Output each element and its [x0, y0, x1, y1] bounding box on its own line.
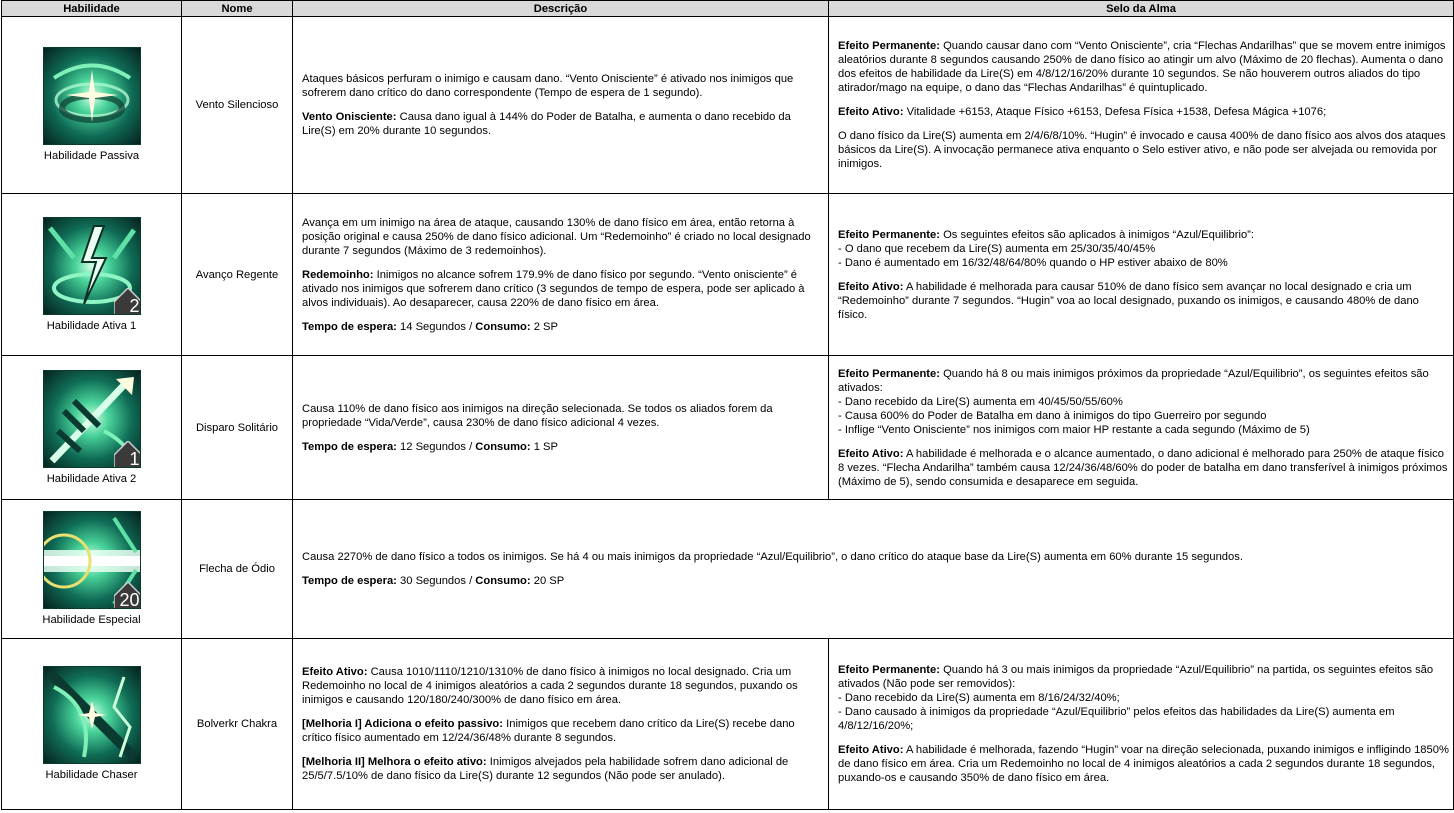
light-beam-icon — [43, 511, 141, 609]
paragraph-text: 30 Segundos / — [396, 575, 476, 587]
skill-row — [2, 17, 1454, 194]
text-paragraph — [838, 663, 1450, 733]
text-paragraph — [838, 105, 1450, 119]
text-paragraph — [302, 665, 825, 707]
text-paragraph — [302, 717, 825, 745]
text-paragraph — [302, 574, 1450, 588]
text-paragraph — [302, 550, 1450, 564]
skill-type-label: Habilidade Passiva — [43, 150, 140, 162]
skill-cell — [2, 639, 182, 810]
skill-name: Vento Silencioso — [182, 17, 293, 194]
paragraph-label: Efeito Permanente: — [838, 664, 940, 676]
paragraph-label: Consumo: — [475, 320, 531, 333]
header-soul-seal: Selo da Alma — [829, 1, 1454, 17]
skill-cell — [2, 194, 182, 356]
header-row — [2, 1, 1454, 17]
paragraph-label: Efeito Ativo: — [838, 106, 904, 118]
skill-description — [293, 194, 829, 356]
paragraph-label: Efeito Ativo: — [838, 744, 904, 756]
paragraph-text: 1 SP — [530, 440, 558, 453]
skill-name: Flecha de Ódio — [182, 500, 293, 639]
paragraph-text: A habilidade é melhorada e o alcance aumentado, o dano adicional é melhorado para 250% de ataque físico 8 vezes. “Flecha Andarilha” também causa 12/24/36/48/60% do poder de batalha em dano transferível à inimigos próximos (Máximo de 5), sendo consumida e desaparece em seguida. — [838, 447, 1448, 488]
arrow-burst-icon — [43, 370, 141, 468]
paragraph-text: Quando causar dano com “Vento Onisciente”, cria “Flechas Andarilhas” que se movem entre inimigos aleatórios durante 8 segundos causando 250% de dano físico ao atingir um alvo (Máximo de 20 flechas). Aumenta o dano dos efeitos de habilidade da Lire(S) em 4/8/12/16/20% durante 10 segundos. Se não houverem outros aliados do tipo atirador/mago na equipe, o dano das “Flechas Andarilhas” é quintuplicado. — [838, 40, 1446, 94]
skill-description — [293, 17, 829, 194]
skill-type-label: Habilidade Chaser — [45, 769, 138, 781]
soul-seal-description — [829, 194, 1454, 356]
text-paragraph — [838, 129, 1450, 171]
soul-seal-description — [829, 639, 1454, 810]
skill-level-badge — [114, 288, 141, 315]
soul-seal-description — [829, 356, 1454, 500]
bullet-line: - O dano que recebem da Lire(S) aumenta em 25/30/35/40/45% — [838, 242, 1156, 255]
skill-row — [2, 194, 1454, 356]
paragraph-text: 14 Segundos / — [396, 320, 476, 333]
skill-type-label: Habilidade Ativa 1 — [46, 319, 137, 332]
skill-description — [293, 639, 829, 810]
text-paragraph — [302, 320, 825, 334]
bullet-line: - Causa 600% do Poder de Batalha em dano à inimigos do tipo Guerreiro por segundo — [838, 409, 1267, 422]
paragraph-text: Inimigos no alcance sofrem 179.9% de dano físico por segundo. “Vento onisciente” é ativado nos inimigos que sofrerem dano crítico (3 segundos de tempo de espera, pode ser aplicado à alvos individuais). Ao desaparecer, causa 220% de dano físico em área. — [302, 268, 805, 309]
bullet-line: - Dano causado à inimigos da propriedade “Azul/Equilibrio” pelos efeitos das habilidades da Lire(S) aumenta em 4/8/12/16/20%; — [838, 706, 1395, 732]
paragraph-label: Efeito Ativo: — [838, 280, 904, 293]
text-paragraph — [838, 228, 1450, 270]
paragraph-label: Tempo de espera: — [302, 320, 397, 333]
skill-name: Avanço Regente — [182, 194, 293, 356]
skill-cell — [2, 17, 182, 194]
bullet-line: - Dano recebido da Lire(S) aumenta em 8/16/24/32/40%; — [838, 692, 1120, 704]
skill-level-badge — [114, 582, 141, 609]
skill-description — [293, 356, 829, 500]
text-paragraph — [302, 72, 825, 100]
paragraph-text: Causa 1010/1110/1210/1310% de dano físico à inimigos no local designado. Cria um Redemoinho no local de 4 inimigos aleatórios a cada 2 segundos durante 18 segundos, puxando os inimigos e causando 120/180/240/300% de dano físico em área. — [302, 666, 798, 706]
skills-table — [1, 0, 1454, 810]
paragraph-text: Quando há 8 ou mais inimigos próximos da propriedade “Azul/Equilibrio”, os seguintes efeitos são ativados: — [838, 367, 1429, 394]
skill-level-text: 1 — [129, 448, 140, 468]
text-paragraph — [302, 755, 825, 783]
paragraph-text: Causa dano igual à 144% do Poder de Batalha, e aumenta o dano recebido da Lire(S) em 20% durante 10 segundos. — [302, 111, 791, 137]
text-paragraph — [302, 110, 825, 138]
skill-name: Disparo Solitário — [182, 356, 293, 500]
bullet-line: - Dano recebido da Lire(S) aumenta em 40/45/50/55/60% — [838, 395, 1123, 408]
lightning-vortex-icon — [43, 217, 141, 315]
paragraph-text: O dano físico da Lire(S) aumenta em 2/4/6/8/10%. “Hugin” é invocado e causa 400% de dano físico aos alvos dos ataques básicos da Lire(S). A invocação permanece ativa enquanto o Selo estiver ativo, e não pode ser alvejada ou removida por inimigos. — [838, 130, 1446, 170]
soul-seal-description — [829, 17, 1454, 194]
skill-level-text: 2 — [129, 295, 140, 315]
paragraph-text: Quando há 3 ou mais inimigos da propriedade “Azul/Equilibrio” na partida, os seguintes efeitos são ativados (Não pode ser removidos): — [838, 664, 1434, 690]
skill-level-text: 20 — [119, 590, 140, 609]
skill-cell — [2, 356, 182, 500]
text-paragraph — [838, 39, 1450, 95]
paragraph-label: Efeito Permanente: — [838, 228, 940, 241]
text-paragraph — [838, 447, 1450, 489]
text-paragraph — [302, 402, 825, 430]
paragraph-label: Tempo de espera: — [302, 440, 397, 453]
skill-type-label: Habilidade Ativa 2 — [46, 472, 137, 485]
paragraph-text: Causa 110% de dano físico aos inimigos na direção selecionada. Se todos os aliados forem da propriedade “Vida/Verde”, causa 230% de dano físico adicional 4 vezes. — [302, 402, 773, 429]
text-paragraph — [302, 440, 825, 454]
paragraph-text: Inimigos alvejados pela habilidade sofrem dano adicional de 25/5/7.5/10% de dano físico da Lire(S) durante 12 segundos (Não pode ser anulado). — [302, 756, 789, 782]
paragraph-text: A habilidade é melhorada, fazendo “Hugin” voar na direção selecionada, puxando inimigos e infligindo 1850% de dano físico em área. Cria um Redemoinho no local de 4 inimigos aleatórios a cada 2 segundos durante 18 segundos, puxando-os e causando 350% de dano físico em área. — [838, 744, 1449, 784]
paragraph-text: A habilidade é melhorada para causar 510% de dano físico sem avançar no local designado e cria um “Redemoinho” durante 7 segundos. “Hugin” voa ao local designado, puxando os inimigos, e causando 480% de dano físico. — [838, 280, 1419, 321]
text-paragraph — [838, 743, 1450, 785]
text-paragraph — [302, 268, 825, 310]
skill-name: Bolverkr Chakra — [182, 639, 293, 810]
header-name: Nome — [182, 1, 293, 17]
paragraph-label: Efeito Ativo: — [838, 447, 904, 460]
paragraph-label: Efeito Permanente: — [838, 367, 940, 380]
bullet-line: - Inflige “Vento Onisciente” nos inimigos com maior HP restante a cada segundo (Máximo de 5) — [838, 423, 1310, 436]
paragraph-label: Efeito Ativo: — [302, 666, 368, 678]
paragraph-label: [Melhoria II] Melhora o efeito ativo: — [302, 756, 487, 768]
text-paragraph — [302, 216, 825, 258]
skill-cell — [2, 500, 182, 639]
paragraph-label: Redemoinho: — [302, 268, 374, 281]
skill-type-label: Habilidade Especial — [42, 614, 141, 626]
skill-description — [293, 500, 1454, 639]
skill-row — [2, 356, 1454, 500]
text-paragraph — [838, 367, 1450, 437]
paragraph-text: 12 Segundos / — [396, 440, 476, 453]
paragraph-label: Consumo: — [475, 440, 531, 453]
paragraph-text: Vitalidade +6153, Ataque Físico +6153, Defesa Física +1538, Defesa Mágica +1076; — [903, 106, 1327, 118]
header-skill: Habilidade — [2, 1, 182, 17]
paragraph-text: Ataques básicos perfuram o inimigo e causam dano. “Vento Onisciente” é ativado nos inimigos que sofrerem dano crítico do dano correspondente (Tempo de espera de 1 segundo). — [302, 73, 794, 99]
paragraph-label: [Melhoria I] Adiciona o efeito passivo: — [302, 718, 503, 730]
skill-level-badge — [114, 441, 141, 468]
paragraph-text: Causa 2270% de dano físico a todos os inimigos. Se há 4 ou mais inimigos da propriedade “Azul/Equilibrio”, o dano crítico do ataque base da Lire(S) aumenta em 60% durante 15 segundos. — [302, 551, 1243, 563]
text-paragraph — [838, 280, 1450, 322]
skill-row — [2, 500, 1454, 639]
paragraph-label: Efeito Permanente: — [838, 40, 940, 52]
paragraph-label: Vento Onisciente: — [302, 111, 397, 123]
skill-row — [2, 639, 1454, 810]
paragraph-text: 20 SP — [530, 575, 565, 587]
paragraph-label: Consumo: — [475, 575, 531, 587]
header-description: Descrição — [293, 1, 829, 17]
paragraph-text: Avança em um inimigo na área de ataque, causando 130% de dano físico em área, então retorna à posição original e causa 250% de dano físico adicional. Um “Redemoinho” é criado no local designado durante 7 segundos (Máximo de 3 redemoinhos). — [302, 216, 811, 257]
paragraph-text: 2 SP — [530, 320, 558, 333]
paragraph-label: Tempo de espera: — [302, 575, 397, 587]
wind-swirl-icon — [43, 47, 141, 145]
paragraph-text: Inimigos que recebem dano crítico da Lire(S) recebe dano crítico físico aumentado em 12/24/36/48% durante 8 segundos. — [302, 718, 795, 744]
bullet-line: - Dano é aumentado em 16/32/48/64/80% quando o HP estiver abaixo de 80% — [838, 256, 1228, 269]
spark-strike-icon — [43, 666, 141, 764]
paragraph-text: Os seguintes efeitos são aplicados à inimigos “Azul/Equilibrio”: — [939, 228, 1254, 241]
